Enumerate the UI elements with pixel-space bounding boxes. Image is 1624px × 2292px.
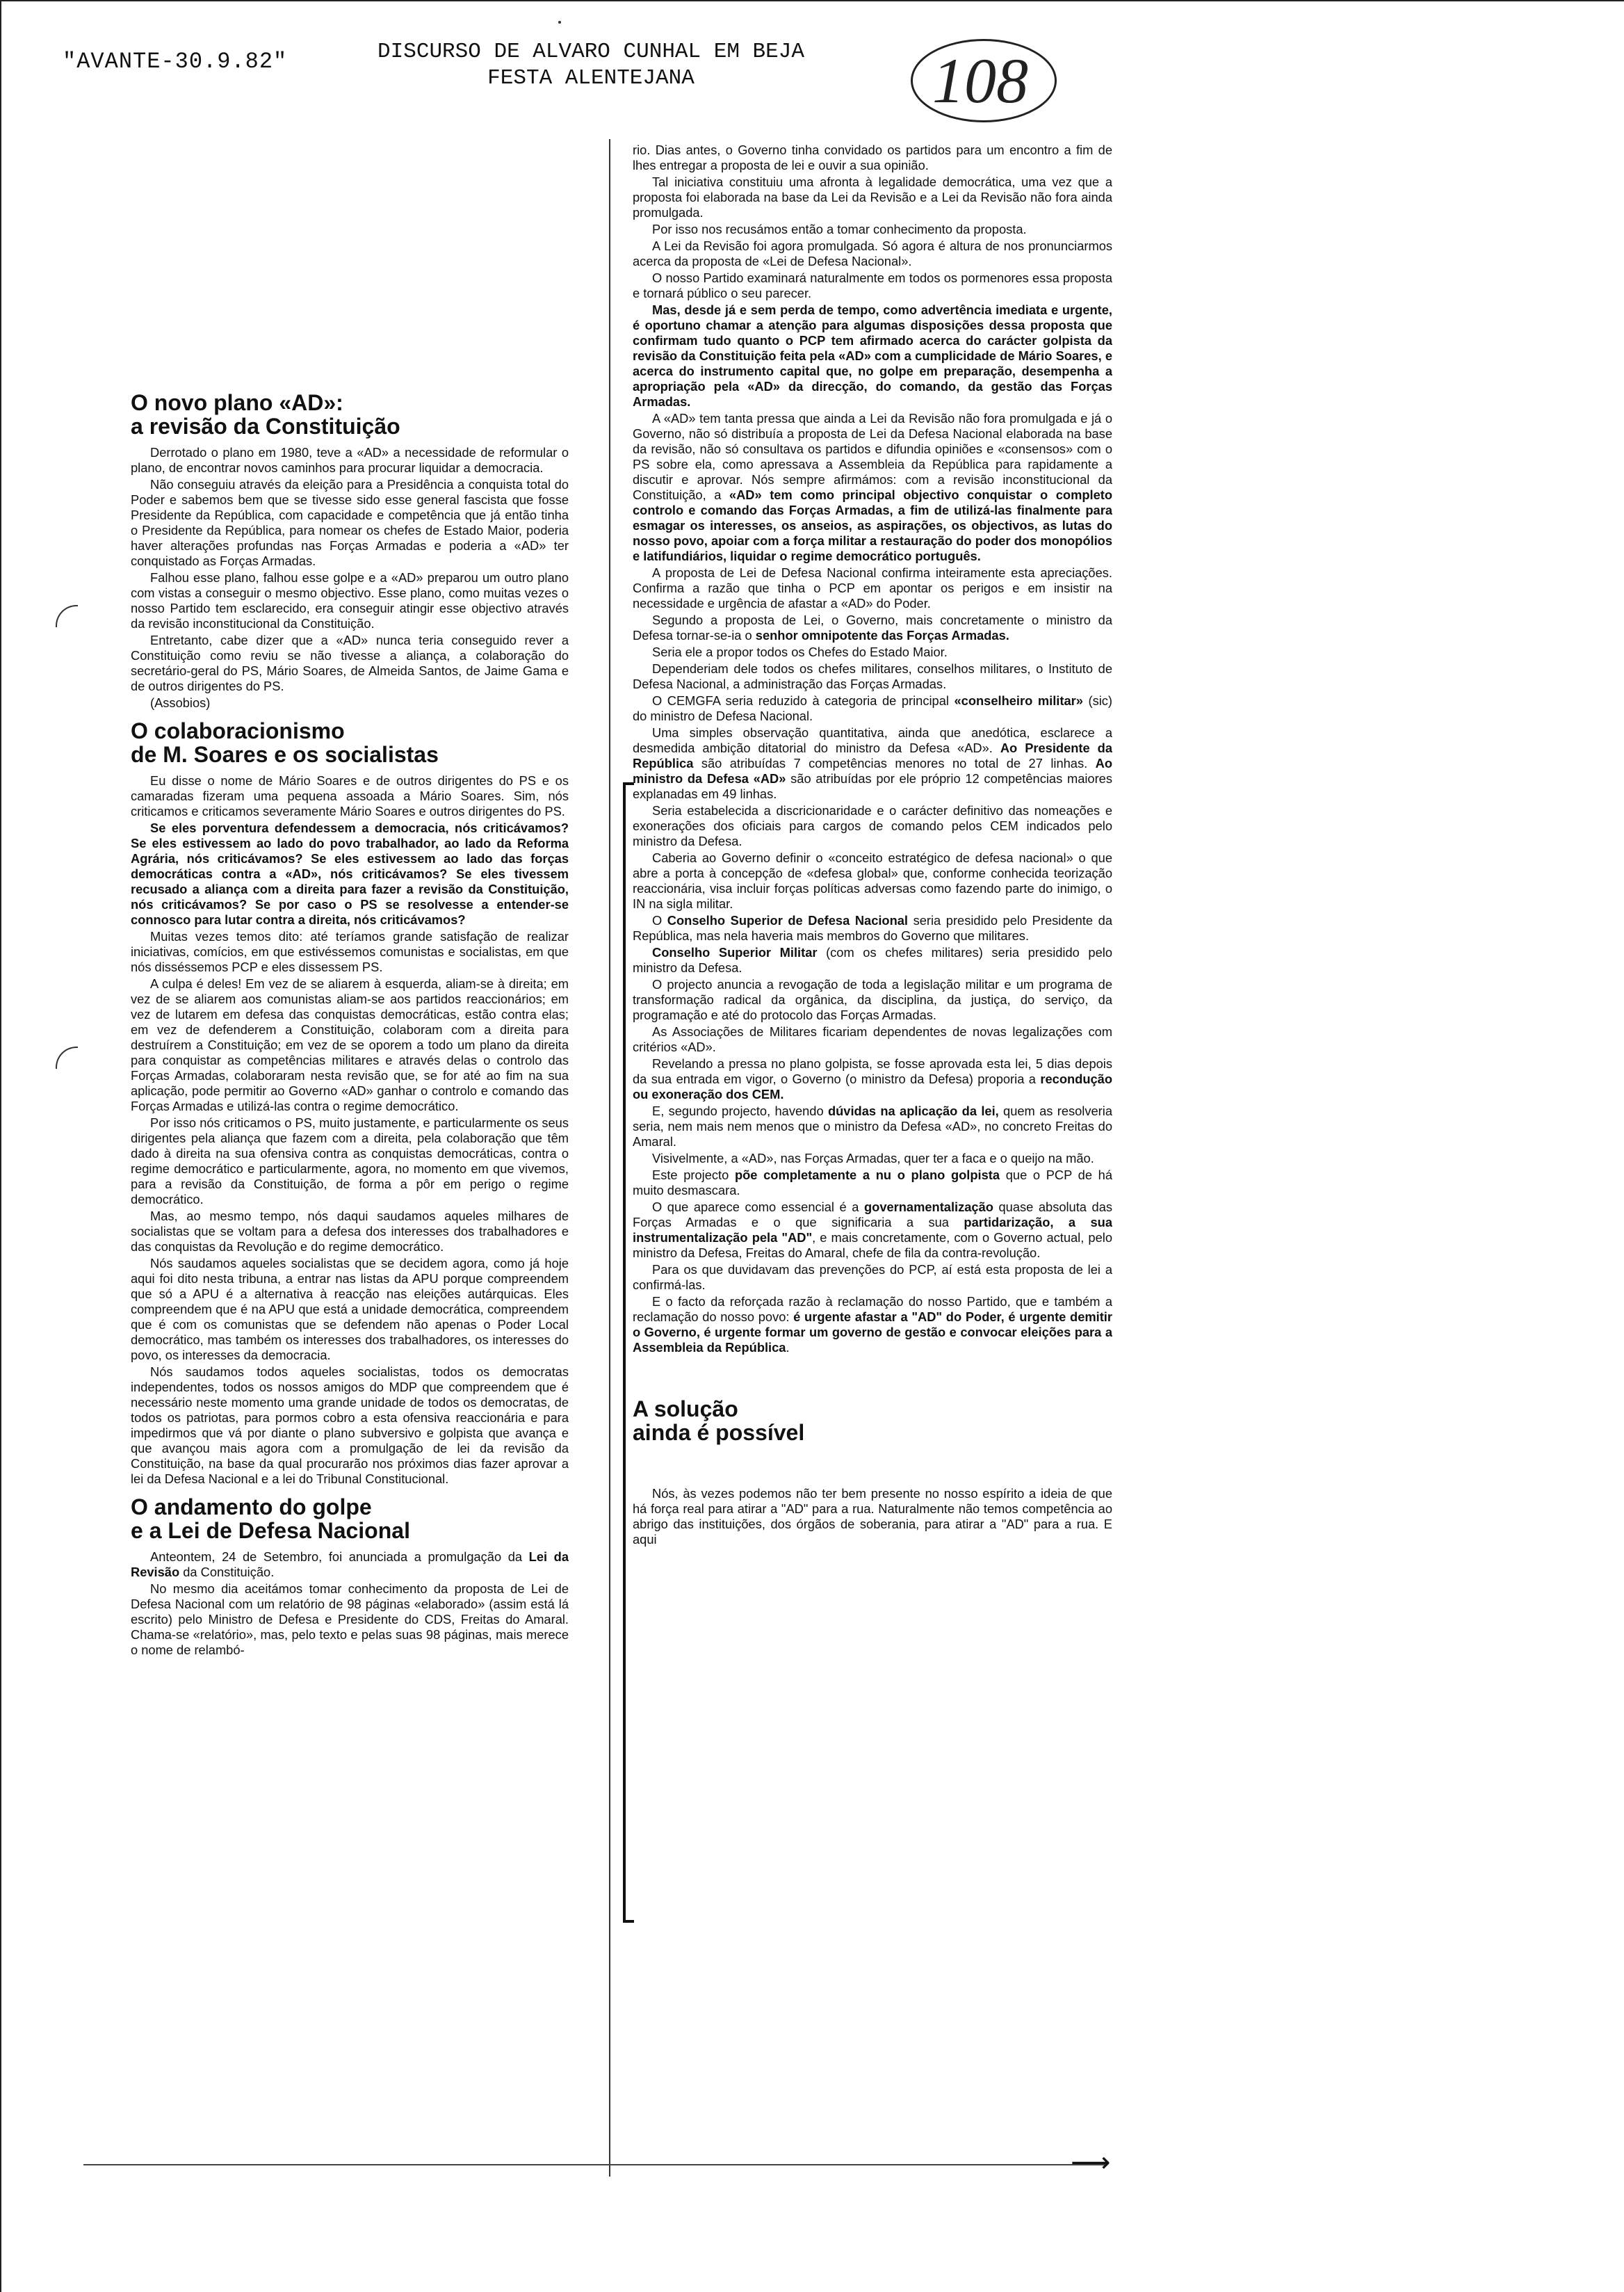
paragraph: Seria estabelecida a discricionaridade e o carácter definitivo das nomeações e exonerações dos oficiais para cargos de comando pelos CEM indicados pelo ministro da Defesa. xyxy=(633,803,1112,848)
section-heading: O novo plano «AD»: a revisão da Constituição xyxy=(131,390,400,439)
paragraph: E o facto da reforçada razão à reclamação do nosso Partido, que e também a reclamação do nosso povo: é urgente afastar a "AD" do Poder, é urgente demitir o Governo, é urgente formar um governo de gestão e convocar eleições para a Assembleia da República. xyxy=(633,1294,1112,1355)
handwritten-page-number: 108 xyxy=(932,45,1028,116)
paragraph: A «AD» tem tanta pressa que ainda a Lei da Revisão não fora promulgada e já o Governo, não só distribuía a proposta de Lei da Defesa Nacional elaborada na base da revisão, não só consultava os partidos e difundia opiniões e «consensos» com o PS sobre ela, como apressava a Assembleia da República para rapidamente a discutir e aprovar. Nós sempre afirmámos: com a revisão inconstitucional da Constituição, a «AD» tem como principal objectivo conquistar o completo controlo e comando das Forças Armadas, a fim de utilizá-las finalmente para esmagar os interesses, os anseios, as aspirações, os objectivos, as lutas do nosso povo, apoiar com a força militar a restauração do poder dos monopólios e latifundiários, liquidar o regime democrático português. xyxy=(633,411,1112,563)
paragraph: Anteontem, 24 de Setembro, foi anunciada a promulgação da Lei da Revisão da Constituição. xyxy=(131,1549,569,1579)
paragraph: O CEMGFA seria reduzido à categoria de principal «conselheiro militar» (sic) do ministro de Defesa Nacional. xyxy=(633,693,1112,723)
paragraph: Nós, às vezes podemos não ter bem presente no nosso espírito a ideia de que há força real para atirar a "AD" para a rua. Naturalmente não temos competência ao abrigo das instituições, dos órgãos de soberania, para atirar a "AD" para a rua. E aqui xyxy=(633,1486,1112,1547)
paragraph: Revelando a pressa no plano golpista, se fosse aprovada esta lei, 5 dias depois da sua entrada em vigor, o Governo (o ministro da Defesa) proporia a recondução ou exoneração dos CEM. xyxy=(633,1056,1112,1101)
paragraph: Dependeriam dele todos os chefes militares, conselhos militares, o Instituto de Defesa Nacional, a administração das Forças Armadas. xyxy=(633,661,1112,691)
section-heading: O colaboracionismo de M. Soares e os socialistas xyxy=(131,718,439,767)
paragraph: O Conselho Superior de Defesa Nacional seria presidido pelo Presidente da República, mas nela haveria mais membros do Governo que militares. xyxy=(633,913,1112,943)
paragraph: Por isso nos recusámos então a tomar conhecimento da proposta. xyxy=(652,222,1027,236)
bottom-rule xyxy=(83,2164,1105,2165)
paragraph: Derrotado o plano em 1980, teve a «AD» a necessidade de reformular o plano, de encontrar novos caminhos para procurar liquidar a democracia. xyxy=(131,445,569,475)
paragraph: Por isso nós criticamos o PS, muito justamente, e particularmente os seus dirigentes pela aliança que fazem com a direita, pela colaboração que têm dado à direita na sua ofensiva contra as conquistas democráticas, contra o regime democrático e particularmente, agora, no momento em que vivemos, para a revisão da Constituição, de forma a pôr em perigo o regime democrático. xyxy=(131,1115,569,1206)
paragraph: Falhou esse plano, falhou esse golpe e a «AD» preparou um outro plano com vistas a conseguir o mesmo objectivo. Esse plano, como muitas vezes o nosso Partido tem esclarecido, era conseguir atingir esse objectivo através da revisão inconstitucional da Constituição. xyxy=(131,570,569,631)
scan-dot xyxy=(558,21,561,24)
paragraph: Não conseguiu através da eleição para a Presidência a conquista total do Poder e sabemos bem que se tivesse sido esse general fascista que fosse Presidente da República, com capacidade e competência que já então tinha o Presidente da República, para nomear os chefes de Estado Maior, poderia haver alterações profundas nas Forças Armadas e poderia a «AD» ter conquistado as Forças Armadas. xyxy=(131,477,569,568)
paragraph: A Lei da Revisão foi agora promulgada. Só agora é altura de nos pronunciarmos acerca da proposta de «Lei de Defesa Nacional». xyxy=(633,239,1112,268)
paragraph: As Associações de Militares ficariam dependentes de novas legalizações com critérios «AD». xyxy=(633,1024,1112,1054)
paragraph: Seria ele a propor todos os Chefes do Estado Maior. xyxy=(652,645,948,659)
paragraph: O que aparece como essencial é a governamentalização quase absoluta das Forças Armadas e o que significaria a sua partidarização, a sua instrumentalização pela "AD", e mais concretamente, com o Governo actual, pelo ministro da Defesa, Freitas do Amaral, chefe de fila da contra-revolução. xyxy=(633,1200,1112,1260)
paragraph: Muitas vezes temos dito: até teríamos grande satisfação de realizar iniciativas, comícios, em que estivéssemos comunistas e socialistas, em que nós disséssemos PCP e eles dissessem PS. xyxy=(131,929,569,974)
right-column xyxy=(633,143,1112,2111)
paragraph: No mesmo dia aceitámos tomar conhecimento da proposta de Lei de Defesa Nacional com um relatório de 98 páginas «elaborado» (assim está lá escrito) pelo Ministro de Defesa e Presidente do CDS, Freitas do Amaral. Chama-se «relatório», mas, pelo texto e pelas suas 98 páginas, mais merece o nome de relambó- xyxy=(131,1581,569,1657)
left-column xyxy=(131,382,569,2156)
paragraph: Entretanto, cabe dizer que a «AD» nunca teria conseguido rever a Constituição como reviu se não tivesse a aliança, a colaboração do secretário-geral do PS, Mário Soares, de Almeida Santos, de Jaime Gama e de outros dirigentes do PS. xyxy=(131,633,569,693)
continue-arrow-icon: ⟶ xyxy=(1071,2147,1111,2179)
paragraph: (Assobios) xyxy=(150,695,211,710)
section-heading: O andamento do golpe e a Lei de Defesa Nacional xyxy=(131,1494,410,1543)
article-title xyxy=(348,39,834,92)
section-heading: A solução ainda é possível xyxy=(633,1396,805,1445)
paragraph: O projecto anuncia a revogação de toda a legislação militar e um programa de transformação radical da orgânica, da disciplina, da justiça, do serviço, da programação e até do protocolo das Forças Armadas. xyxy=(633,977,1112,1022)
paragraph: Uma simples observação quantitativa, ainda que anedótica, esclarece a desmedida ambição ditatorial do ministro da Defesa «AD». Ao Presidente da República são atribuídas 7 competências menores no total de 27 linhas. Ao ministro da Defesa «AD» são atribuídas por ele próprio 12 competências maiores explanadas em 49 linhas. xyxy=(633,725,1112,801)
article-title-line2: FESTA ALENTEJANA xyxy=(487,66,695,90)
article-title-line1: DISCURSO DE ALVARO CUNHAL EM BEJA xyxy=(377,40,804,64)
paragraph: Tal iniciativa constituiu uma afronta à legalidade democrática, uma vez que a proposta foi elaborada na base da Lei da Revisão e a Lei da Revisão não fora ainda promulgada. xyxy=(633,175,1112,220)
paragraph: Nós saudamos todos aqueles socialistas, todos os democratas independentes, todos os nossos amigos do MDP que compreendem que é necessário neste momento uma grande unidade de todos os democratas, de todos os patriotas, para pormos cobro a esta ofensiva reaccionária e para impedirmos que vá por diante o plano subversivo e golpista que avança e que avançou mais agora com a promulgação de lei da revisão da Constituição, na base da qual procurarão nos próximos dias fazer aprovar a lei da Defesa Nacional e a lei do Tribunal Constitucional. xyxy=(131,1364,569,1486)
paragraph: Caberia ao Governo definir o «conceito estratégico de defesa nacional» o que abre a porta à concepção de «defesa global» que, conforme conhecida teorização reaccionária, visa incluir forças políticas adversas como fazendo parte do inimigo, o IN na sigla militar. xyxy=(633,850,1112,911)
paragraph: Nós saudamos aqueles socialistas que se decidem agora, como já hoje aqui foi dito nesta tribuna, a entrar nas listas da APU porque compreendem que só a APU é a alternativa à reacção nas eleições autárquicas. Eles compreendem que é na APU que está a unidade democrática, compreendem que é com os comunistas que se defendem não apenas o Poder Local democrático, mas também os interesses dos trabalhadores, os interesses do povo, os interesses da democracia. xyxy=(131,1256,569,1362)
paragraph: Este projecto põe completamente a nu o plano golpista que o PCP de há muito desmascara. xyxy=(633,1168,1112,1197)
newspaper-source: "AVANTE-30.9.82" xyxy=(63,49,288,74)
paragraph: Segundo a proposta de Lei, o Governo, mais concretamente o ministro da Defesa tornar-se-ia o senhor omnipotente das Forças Armadas. xyxy=(633,613,1112,643)
paragraph: O nosso Partido examinará naturalmente em todos os pormenores essa proposta e tornará público o seu parecer. xyxy=(633,271,1112,300)
paragraph: Mas, ao mesmo tempo, nós daqui saudamos aqueles milhares de socialistas que se voltam para a defesa dos interesses dos trabalhadores e das conquistas da Revolução e do regime democrático. xyxy=(131,1209,569,1254)
paragraph: Mas, desde já e sem perda de tempo, como advertência imediata e urgente, é oportuno chamar a atenção para algumas disposições dessa proposta que confirmam tudo quanto o PCP tem afirmado acerca do carácter golpista da revisão da Constituição feita pela «AD» com a cumplicidade de Mário Soares, e acerca do instrumento capital que, no golpe em preparação, desempenha a apropriação pela «AD» da direcção, do comando, da gestão das Forças Armadas. xyxy=(633,302,1112,409)
paragraph: E, segundo projecto, havendo dúvidas na aplicação da lei, quem as resolveria seria, nem mais nem menos que o ministro da Defesa «AD», no concreto Freitas do Amaral. xyxy=(633,1104,1112,1149)
paragraph: A culpa é deles! Em vez de se aliarem à esquerda, aliam-se à direita; em vez de se aliarem aos comunistas aliam-se aos partidos reaccionários; em vez de lutarem em defesa das conquistas democráticas, estão contra elas; em vez de defenderem a Constituição, colaboram com a direita para destruírem a Constituição; em vez de se oporem a todo um plano da direita para conquistar as competências militares e através delas o controlo das Forças Armadas, colaboraram nesta revisão que, se for até ao fim na sua aplicação, pode permitir ao Governo «AD» ganhar o controlo e comando das Forças Armadas e utilizá-las contra o regime democrático. xyxy=(131,976,569,1113)
paragraph: rio. Dias antes, o Governo tinha convidado os partidos para um encontro a fim de lhes entregar a proposta de lei e ouvir a sua opinião. xyxy=(633,143,1112,172)
paragraph: A proposta de Lei de Defesa Nacional confirma inteiramente esta apreciações. Confirma a razão que tinha o PCP em apontar os perigos e em insistir na necessidade e urgência de afastar a «AD» do Poder. xyxy=(633,565,1112,611)
paragraph: Visivelmente, a «AD», nas Forças Armadas, quer ter a faca e o queijo na mão. xyxy=(652,1151,1094,1165)
paragraph: Para os que duvidavam das prevenções do PCP, aí está esta proposta de lei a confirmá-las. xyxy=(633,1262,1112,1292)
paragraph: Eu disse o nome de Mário Soares e de outros dirigentes do PS e os camaradas fizeram uma pequena assoada a Mário Soares. Sim, nós criticamos e criticamos severamente Mário Soares e outros dirigentes do PS. xyxy=(131,773,569,818)
column-divider xyxy=(609,139,610,2177)
paragraph: Se eles porventura defendessem a democracia, nós criticávamos? Se eles estivessem ao lado do povo trabalhador, ao lado da Reforma Agrária, nós criticávamos? Se eles estivessem ao lado das forças democráticas contra a «AD», nós criticávamos? Se eles tivessem recusado a aliança com a direita para fazer a revisão da Constituição, nós criticávamos? Se por caso o PS se resolvesse a entender-se connosco para lutar contra a direita, nós criticávamos? xyxy=(131,821,569,927)
paragraph: Conselho Superior Militar (com os chefes militares) seria presidido pelo ministro da Defesa. xyxy=(633,945,1112,975)
